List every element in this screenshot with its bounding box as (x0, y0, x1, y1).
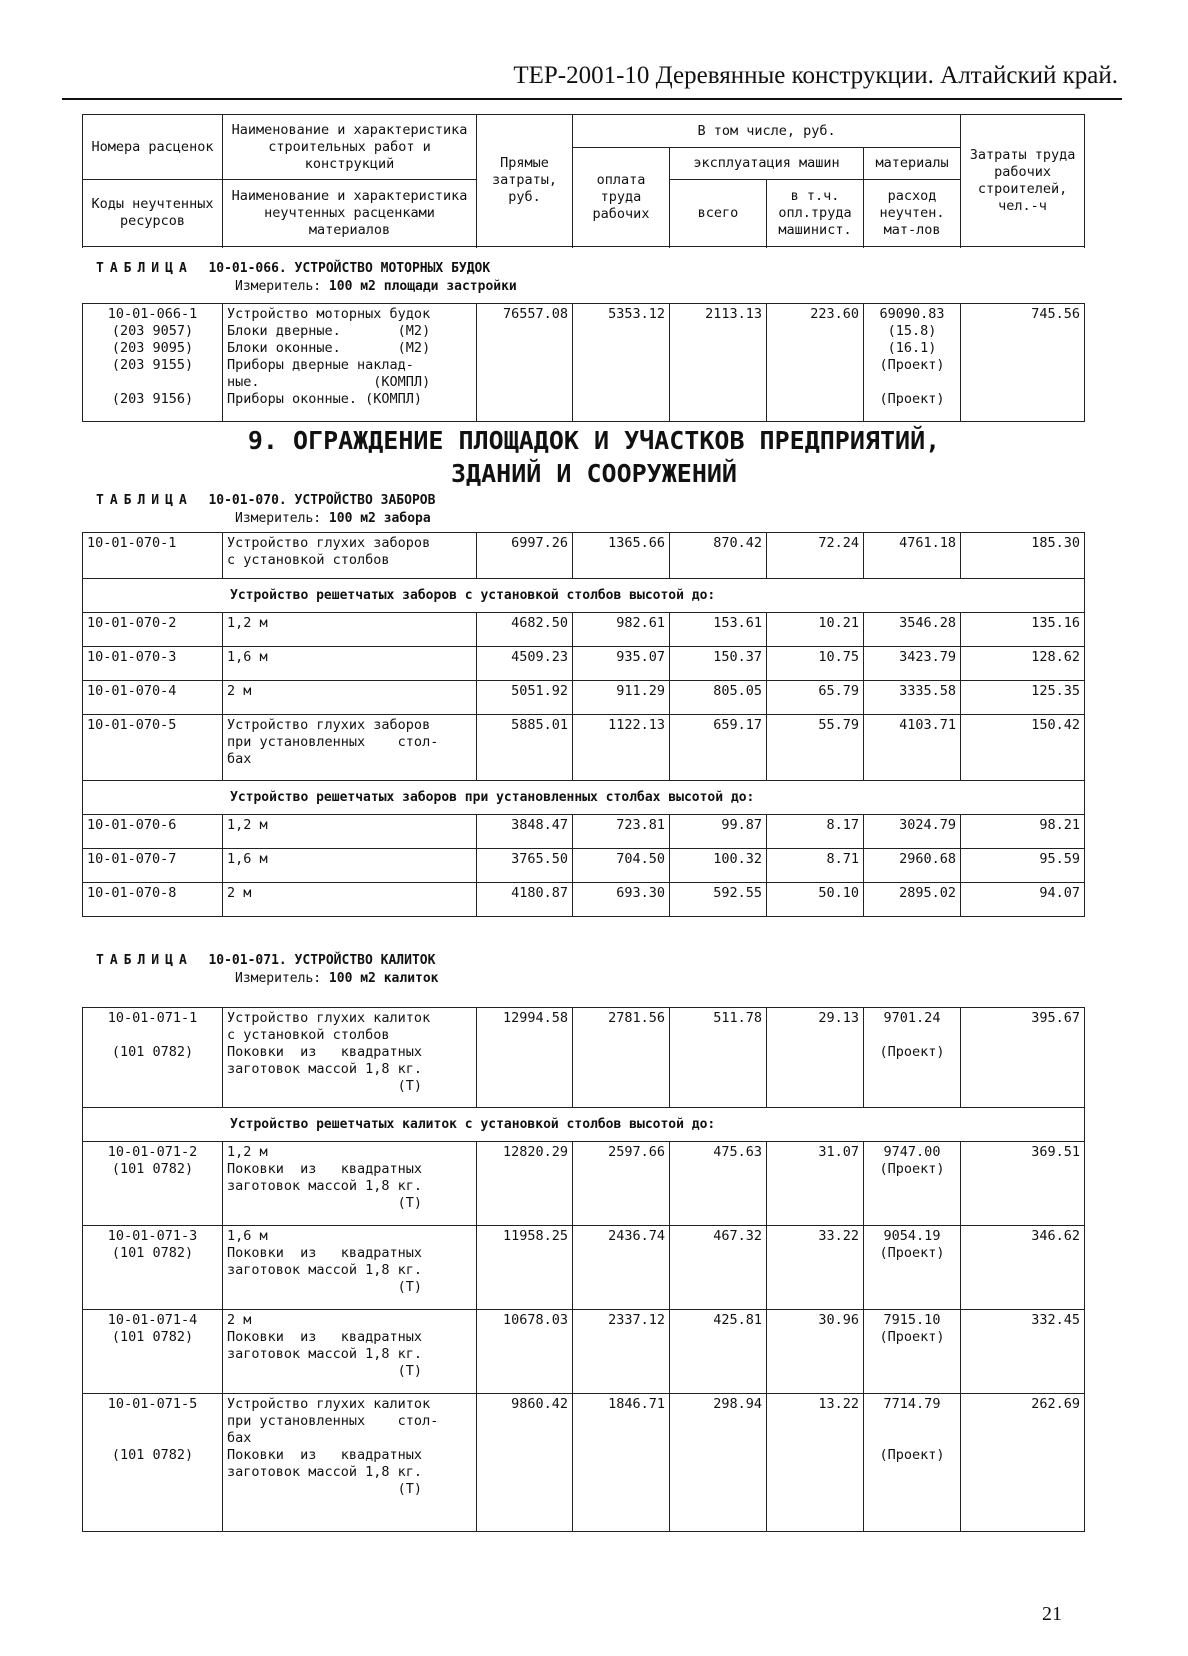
wages: 935.07 (573, 647, 670, 681)
operator-wages: 65.79 (767, 681, 864, 715)
header-resource-codes: Коды неучтенных ресурсов (83, 180, 223, 247)
machines-total: 298.94 (670, 1394, 767, 1532)
header-machines: эксплуатация машин (670, 148, 864, 180)
labor: 262.69 (961, 1394, 1085, 1532)
labor: 95.59 (961, 849, 1085, 883)
machines-total: 870.42 (670, 533, 767, 579)
machines-total: 150.37 (670, 647, 767, 681)
rate-name: Устройство глухих калиток при установленных стол- бах Поковки из квадратных заготовок массой 1,8 кг. (Т) (223, 1394, 477, 1532)
table-row (83, 849, 1085, 883)
wages: 1122.13 (573, 715, 670, 781)
table-066-measure: Измеритель: 100 м2 площади застройки (235, 279, 517, 294)
table-row (83, 613, 1085, 647)
direct-costs: 3765.50 (477, 849, 573, 883)
machines-total: 153.61 (670, 613, 767, 647)
wages: 704.50 (573, 849, 670, 883)
rate-name: Устройство глухих заборов при установленных стол- бах (223, 715, 477, 781)
running-head: ТЕР-2001-10 Деревянные конструкции. Алтайский край. (513, 62, 1118, 89)
machines-total: 467.32 (670, 1226, 767, 1310)
operator-wages: 223.60 (767, 304, 864, 422)
rate-code: 10-01-070-4 (83, 681, 223, 715)
direct-costs: 12820.29 (477, 1142, 573, 1226)
direct-costs: 9860.42 (477, 1394, 573, 1532)
machines-total: 2113.13 (670, 304, 767, 422)
operator-wages: 29.13 (767, 1008, 864, 1108)
materials: 3546.28 (864, 613, 961, 647)
header-materials: материалы (864, 148, 961, 180)
rate-name: 1,2 м (223, 613, 477, 647)
table-row (83, 533, 1085, 579)
wages: 693.30 (573, 883, 670, 917)
machines-total: 805.05 (670, 681, 767, 715)
labor: 135.16 (961, 613, 1085, 647)
direct-costs: 76557.08 (477, 304, 573, 422)
wages: 2337.12 (573, 1310, 670, 1394)
rate-code: 10-01-070-1 (83, 533, 223, 579)
labor: 98.21 (961, 815, 1085, 849)
rate-code: 10-01-070-5 (83, 715, 223, 781)
wages: 982.61 (573, 613, 670, 647)
wages: 2436.74 (573, 1226, 670, 1310)
header-operator-wages: в т.ч. опл.труда машинист. (767, 180, 864, 247)
materials: 7915.10 (Проект) (864, 1310, 961, 1394)
labor: 332.45 (961, 1310, 1085, 1394)
labor: 395.67 (961, 1008, 1085, 1108)
rate-code: 10-01-070-6 (83, 815, 223, 849)
labor: 125.35 (961, 681, 1085, 715)
labor: 150.42 (961, 715, 1085, 781)
subheading: Устройство решетчатых калиток с установкой столбов высотой до: (83, 1108, 1085, 1142)
direct-costs: 3848.47 (477, 815, 573, 849)
header-wages: оплата труда рабочих (573, 148, 670, 247)
table-row (83, 1310, 1085, 1394)
direct-costs: 11958.25 (477, 1226, 573, 1310)
operator-wages: 30.96 (767, 1310, 864, 1394)
operator-wages: 55.79 (767, 715, 864, 781)
operator-wages: 33.22 (767, 1226, 864, 1310)
labor: 128.62 (961, 647, 1085, 681)
table-070-title: ТАБЛИЦА 10-01-070. УСТРОЙСТВО ЗАБОРОВ (96, 493, 436, 508)
table-row (83, 1394, 1085, 1532)
rate-name: 2 м (223, 883, 477, 917)
table-row (83, 815, 1085, 849)
header-labor: Затраты труда рабочих строителей, чел.-ч (961, 115, 1085, 247)
header-direct-costs: Прямые затраты, руб. (477, 115, 573, 247)
header-materials-consumption: расход неучтен. мат-лов (864, 180, 961, 247)
machines-total: 592.55 (670, 883, 767, 917)
direct-costs: 6997.26 (477, 533, 573, 579)
wages: 723.81 (573, 815, 670, 849)
table-row (83, 1142, 1085, 1226)
labor: 94.07 (961, 883, 1085, 917)
header-machines-total: всего (670, 180, 767, 247)
labor: 369.51 (961, 1142, 1085, 1226)
machines-total: 511.78 (670, 1008, 767, 1108)
header-material-names: Наименование и характеристика неучтенных расценками материалов (223, 180, 477, 247)
rate-code: 10-01-070-3 (83, 647, 223, 681)
materials: 3423.79 (864, 647, 961, 681)
table-row (83, 304, 1085, 422)
operator-wages: 10.75 (767, 647, 864, 681)
direct-costs: 4180.87 (477, 883, 573, 917)
materials: 2960.68 (864, 849, 961, 883)
rate-name: Устройство глухих заборов с установкой столбов (223, 533, 477, 579)
subheading-row (83, 1108, 1085, 1142)
table-071-title: ТАБЛИЦА 10-01-071. УСТРОЙСТВО КАЛИТОК (96, 953, 436, 968)
operator-wages: 31.07 (767, 1142, 864, 1226)
materials: 4761.18 (864, 533, 961, 579)
materials: 3024.79 (864, 815, 961, 849)
rate-name: 2 м (223, 681, 477, 715)
wages: 2597.66 (573, 1142, 670, 1226)
subheading: Устройство решетчатых заборов с установкой столбов высотой до: (83, 579, 1085, 613)
rate-code: 10-01-070-7 (83, 849, 223, 883)
column-header-table (82, 114, 1085, 247)
materials: 2895.02 (864, 883, 961, 917)
rate-code: 10-01-071-4 (101 0782) (83, 1310, 223, 1394)
section-heading-line2: ЗДАНИЙ И СООРУЖЕНИЙ (451, 459, 737, 488)
subheading-row (83, 781, 1085, 815)
table-070 (82, 532, 1085, 917)
direct-costs: 5885.01 (477, 715, 573, 781)
rate-code: 10-01-071-3 (101 0782) (83, 1226, 223, 1310)
table-071 (82, 1007, 1085, 1532)
machines-total: 100.32 (670, 849, 767, 883)
subheading-row (83, 579, 1085, 613)
machines-total: 99.87 (670, 815, 767, 849)
rate-name: Устройство моторных будок Блоки дверные. (М2) Блоки оконные. (М2) Приборы дверные наклад- ные. (КОМПЛ) Приборы оконные. (КОМПЛ) (223, 304, 477, 422)
rate-name: 1,6 м (223, 849, 477, 883)
wages: 1846.71 (573, 1394, 670, 1532)
materials: 3335.58 (864, 681, 961, 715)
rate-code: 10-01-070-8 (83, 883, 223, 917)
wages: 1365.66 (573, 533, 670, 579)
labor: 346.62 (961, 1226, 1085, 1310)
rate-code: 10-01-071-5 (101 0782) (83, 1394, 223, 1532)
materials: 9701.24 (Проект) (864, 1008, 961, 1108)
machines-total: 425.81 (670, 1310, 767, 1394)
machines-total: 475.63 (670, 1142, 767, 1226)
rate-code: 10-01-070-2 (83, 613, 223, 647)
table-row (83, 883, 1085, 917)
table-066-title: ТАБЛИЦА 10-01-066. УСТРОЙСТВО МОТОРНЫХ БУДОК (96, 261, 491, 276)
table-row (83, 647, 1085, 681)
rate-name: 1,2 м (223, 815, 477, 849)
machines-total: 659.17 (670, 715, 767, 781)
subheading: Устройство решетчатых заборов при установленных столбах высотой до: (83, 781, 1085, 815)
table-071-measure: Измеритель: 100 м2 калиток (235, 971, 439, 986)
labor: 745.56 (961, 304, 1085, 422)
materials: 9747.00 (Проект) (864, 1142, 961, 1226)
direct-costs: 12994.58 (477, 1008, 573, 1108)
rate-name: 2 м Поковки из квадратных заготовок массой 1,8 кг. (Т) (223, 1310, 477, 1394)
rate-code: 10-01-066-1 (203 9057) (203 9095) (203 9155) (203 9156) (83, 304, 223, 422)
page-number: 21 (1042, 1603, 1062, 1625)
direct-costs: 4509.23 (477, 647, 573, 681)
table-row (83, 1226, 1085, 1310)
operator-wages: 8.17 (767, 815, 864, 849)
header-work-name: Наименование и характеристика строительных работ и конструкций (223, 115, 477, 180)
materials: 9054.19 (Проект) (864, 1226, 961, 1310)
materials: 7714.79 (Проект) (864, 1394, 961, 1532)
table-row (83, 715, 1085, 781)
rate-name: Устройство глухих калиток с установкой столбов Поковки из квадратных заготовок массой 1,8 кг. (Т) (223, 1008, 477, 1108)
table-row (83, 681, 1085, 715)
rate-code: 10-01-071-1 (101 0782) (83, 1008, 223, 1108)
section-heading-line1: 9. ОГРАЖДЕНИЕ ПЛОЩАДОК И УЧАСТКОВ ПРЕДПРИЯТИЙ, (247, 426, 941, 455)
wages: 5353.12 (573, 304, 670, 422)
rate-name: 1,6 м (223, 647, 477, 681)
operator-wages: 10.21 (767, 613, 864, 647)
direct-costs: 4682.50 (477, 613, 573, 647)
header-rate-numbers: Номера расценок (83, 115, 223, 180)
operator-wages: 8.71 (767, 849, 864, 883)
rate-name: 1,2 м Поковки из квадратных заготовок массой 1,8 кг. (Т) (223, 1142, 477, 1226)
direct-costs: 10678.03 (477, 1310, 573, 1394)
materials: 4103.71 (864, 715, 961, 781)
wages: 2781.56 (573, 1008, 670, 1108)
header-rule (62, 98, 1122, 100)
wages: 911.29 (573, 681, 670, 715)
header-including: В том числе, руб. (573, 115, 961, 148)
rate-name: 1,6 м Поковки из квадратных заготовок массой 1,8 кг. (Т) (223, 1226, 477, 1310)
labor: 185.30 (961, 533, 1085, 579)
rate-code: 10-01-071-2 (101 0782) (83, 1142, 223, 1226)
table-070-measure: Измеритель: 100 м2 забора (235, 511, 431, 526)
table-066 (82, 303, 1085, 422)
materials: 69090.83 (15.8) (16.1) (Проект) (Проект) (864, 304, 961, 422)
operator-wages: 72.24 (767, 533, 864, 579)
table-row (83, 1008, 1085, 1108)
operator-wages: 50.10 (767, 883, 864, 917)
direct-costs: 5051.92 (477, 681, 573, 715)
operator-wages: 13.22 (767, 1394, 864, 1532)
